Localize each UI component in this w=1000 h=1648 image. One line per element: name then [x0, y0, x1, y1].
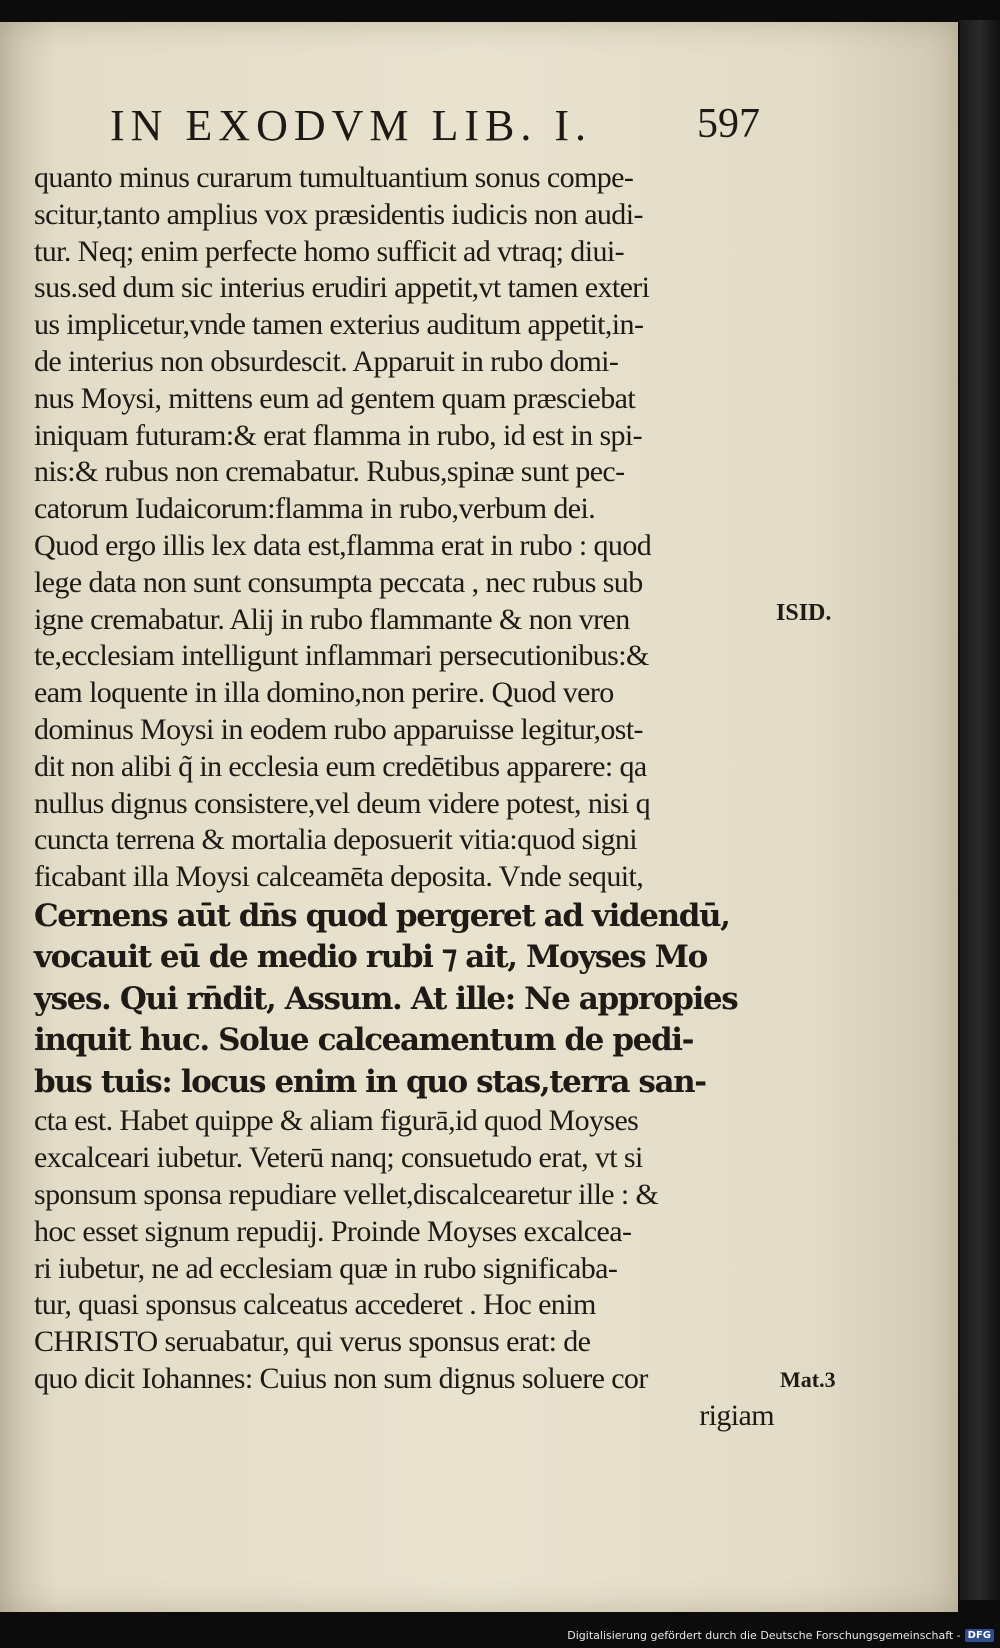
text-line: quanto minus curarum tumultuantium sonus compe- — [34, 161, 634, 194]
text-line: nis:& rubus non cremabatur. Rubus,spinæ sunt pec- — [34, 455, 625, 489]
text-line: eam loquente in illa domino,non perire. Quod vero — [34, 676, 614, 710]
scripture-line: Cernens aūt dn̄s quod pergeret ad videndū, — [34, 897, 730, 934]
margin-note-mat: Mat.3 — [780, 1367, 836, 1392]
catchword: rigiam — [699, 1398, 774, 1432]
book-page — [0, 22, 958, 1612]
margin-note-isid: ISID. — [776, 600, 832, 626]
text-line: scitur,tanto amplius vox præsidentis iudicis non audi- — [34, 197, 643, 231]
text-line: nus Moysi, mittens eum ad gentem quam præsciebat — [34, 381, 636, 415]
running-header — [110, 100, 760, 160]
footer-credit: Digitalisierung gefördert durch die Deutsche Forschungsgemeinschaft - — [567, 1629, 961, 1642]
scripture-line: yses. Qui rn̄dit, Assum. At ille: Ne appropies — [34, 980, 738, 1017]
text-line: sponsum sponsa repudiare vellet,discalcearetur ille : & — [34, 1178, 659, 1212]
scripture-line: vocauit eū de medio rubi ⁊ ait, Moyses Mo — [34, 939, 707, 976]
text-line: de interius non obsurdescit. Apparuit in rubo domi- — [34, 344, 619, 378]
text-line: hoc esset signum repudij. Proinde Moyses excalcea- — [34, 1214, 632, 1248]
text-line: cuncta terrena & mortalia deposuerit vitia:quod signi — [34, 823, 638, 857]
text-line: us implicetur,vnde tamen exterius auditum appetit,in- — [34, 308, 644, 342]
text-line: ficabant illa Moysi calceamēta deposita. Vnde sequit, — [34, 860, 644, 894]
text-line: lege data non sunt consumpta peccata , nec rubus sub — [34, 565, 643, 599]
text-line: Quod ergo illis lex data est,flamma erat in rubo : quod — [34, 528, 652, 562]
main-text-column — [34, 160, 774, 1435]
digitization-footer — [567, 1629, 994, 1642]
text-line: quo dicit Iohannes: Cuius non sum dignus soluere cor — [34, 1362, 648, 1396]
text-line: igne cremabatur. Alij in rubo flammante & non vren — [34, 602, 630, 636]
folio-number: 597 — [697, 101, 760, 147]
text-line: dit non alibi q̃ in ecclesia eum credētibus apparere: qa — [34, 749, 647, 783]
text-line: ri iubetur, ne ad ecclesiam quæ in rubo significaba- — [34, 1251, 618, 1285]
dfg-logo-icon: DFG — [965, 1629, 994, 1642]
text-line: nullus dignus consistere,vel deum videre potest, nisi q — [34, 786, 651, 820]
scripture-line: bus tuis: locus enim in quo stas,terra san- — [34, 1063, 706, 1100]
text-line: te,ecclesiam intelligunt inflammari persecutionibus:& — [34, 639, 649, 673]
text-line: catorum Iudaicorum:flamma in rubo,verbum dei. — [34, 492, 596, 526]
running-title: IN EXODVM LIB. I. — [110, 101, 593, 150]
text-line: sus.sed dum sic interius erudiri appetit,vt tamen exteri — [34, 271, 650, 305]
text-line: iniquam futuram:& erat flamma in rubo, id est in spi- — [34, 418, 643, 452]
text-line: CHRISTO seruabatur, qui verus sponsus erat: de — [34, 1325, 591, 1359]
book-gutter — [960, 20, 1000, 1600]
text-line: cta est. Habet quippe & aliam figurā,id quod Moyses — [34, 1104, 639, 1138]
scripture-line: inquit huc. Solue calceamentum de pedi- — [34, 1022, 694, 1059]
text-line: excalceari iubetur. Veterū nanq; consuetudo erat, vt si — [34, 1141, 643, 1175]
text-line: tur. Neq; enim perfecte homo sufficit ad vtraq; diui- — [34, 234, 624, 268]
text-line: dominus Moysi in eodem rubo apparuisse legitur,ost- — [34, 712, 643, 746]
text-line: tur, quasi sponsus calceatus accederet . Hoc enim — [34, 1288, 596, 1322]
